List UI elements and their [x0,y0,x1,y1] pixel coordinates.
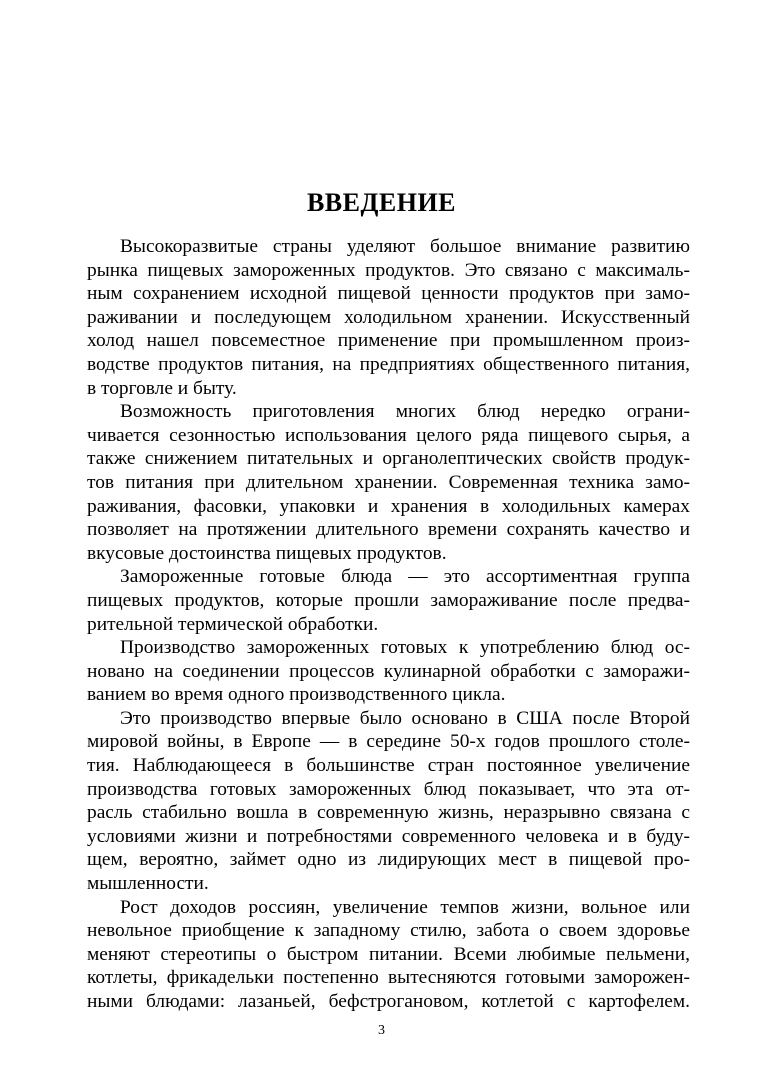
body-text [87,235,690,1014]
text-line: котлеты, фрикадельки постепенно вытесняются готовыми заморожен- [87,967,690,989]
text-line: водстве продуктов питания, на предприятиях общественного питания, [87,353,690,375]
text-line: ным сохранением исходной пищевой ценности продуктов при замо- [87,283,690,305]
text-line: производства готовых замороженных блюд показывает, что эта от- [87,778,690,800]
text-line: ными блюдами: лазаньей, бефстрогановом, котлетой с картофелем. [87,991,690,1012]
text-line: чивается сезонностью использования целого ряда пищевого сырья, а [87,424,690,446]
text-line: рительной термической обработки. [87,613,379,635]
text-line: тов питания при длительном хранении. Современная техника замо- [87,471,690,493]
text-line: меняют стереотипы о быстром питании. Всеми любимые пельмени, [87,943,690,965]
text-line: Рост доходов россиян, увеличение темпов жизни, вольное или [120,896,690,918]
text-line: позволяет на протяжении длительного времени сохранять качество и [87,519,690,541]
text-line: Высокоразвитые страны уделяют большое внимание развитию [120,236,690,257]
text-line: Замороженные готовые блюда — это ассортиментная группа [120,566,690,588]
text-line: раживании и последующем холодильном хранении. Искусственный [87,306,690,328]
text-line: расль стабильно вошла в современную жизнь, неразрывно связана с [87,802,690,824]
text-line: мышленности. [87,873,209,895]
text-line: мировой войны, в Европе — в середине 50-х годов прошлого столе- [87,731,690,753]
text-line: в торговле и быту. [87,377,237,399]
text-line: Производство замороженных готовых к употреблению блюд ос- [120,637,690,659]
text-line: невольное приобщение к западному стилю, забота о своем здоровье [87,920,690,942]
text-line: пищевых продуктов, которые прошли замораживание после предва- [87,589,690,611]
page-title: ВВЕДЕНИЕ [306,188,457,217]
text-line: условиями жизни и потребностями современного человека и в буду- [87,825,690,847]
page-number: 3 [378,1023,385,1038]
text-line: тия. Наблюдающееся в большинстве стран постоянное увеличение [87,755,690,777]
text-line: новано на соединении процессов кулинарной обработки с заморажи- [87,660,690,682]
text-line: раживания, фасовки, упаковки и хранения в холодильных камерах [87,495,690,517]
text-line: Возможность приготовления многих блюд нередко ограни- [120,401,690,423]
text-line: рынка пищевых замороженных продуктов. Это связано с максималь- [87,259,690,281]
text-line: вкусовые достоинства пищевых продуктов. [87,542,447,564]
text-line: Это производство впервые было основано в США после Второй [120,707,690,729]
text-line: ванием во время одного производственного цикла. [87,684,506,706]
text-line: также снижением питательных и органолептических свойств продук- [87,448,690,470]
text-line: щем, вероятно, займет одно из лидирующих мест в пищевой про- [87,849,690,871]
text-line: холод нашел повсеместное применение при промышленном произ- [87,330,690,352]
